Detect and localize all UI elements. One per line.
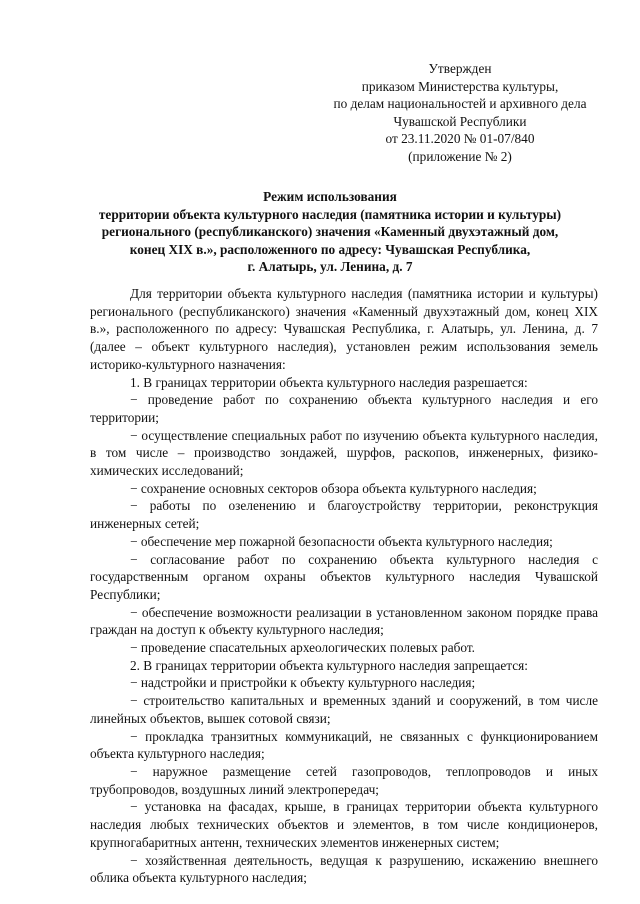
title-line: конец XIX в.», расположенного по адресу: Чувашская Республика,	[129, 241, 531, 257]
approval-line: по делам национальностей и архивного дела	[333, 96, 587, 111]
section1-item: − работы по озеленению и благоустройству территории, реконструкция инженерных сетей;	[90, 498, 598, 532]
section2-item: − прокладка транзитных коммуникаций, не связанных с функционированием объекта культурного наследия;	[90, 728, 598, 762]
title-line: Режим использования	[263, 189, 397, 204]
approval-line: Чувашской Республики	[393, 113, 527, 129]
section2-item: − надстройки и пристройки к объекту культурного наследия;	[130, 675, 476, 691]
section2-item: − строительство капитальных и временных зданий и сооружений, в том числе линейных объектов, вышек сотовой связи;	[90, 693, 598, 726]
section2-heading: 2. В границах территории объекта культурного наследия запрещается:	[130, 657, 528, 673]
section1-item: − проведение работ по сохранению объекта культурного наследия и его территории;	[90, 392, 598, 425]
approval-line: приказом Министерства культуры,	[361, 78, 559, 94]
approval-line: Утвержден	[428, 61, 492, 76]
section2-item: − хозяйственная деятельность, ведущая к разрушению, искажению внешнего облика объекта культурного наследия;	[90, 852, 598, 886]
section1-item: − сохранение основных секторов обзора объекта культурного наследия;	[130, 480, 537, 496]
intro-paragraph: Для территории объекта культурного наследия (памятника истории и культуры) регионального (республиканского) значения «Каменный двухэтажный дом, конец XIX в.», расположенного по адресу: Чувашская Республика, г. Алатырь, ул. Ленина, д. 7 (далее – объект культурного наследия), установлен режим использования земель историко-культурного назначения:	[90, 286, 598, 372]
section2-item: − наружное размещение сетей газопроводов, теплопроводов и иных трубопроводов, воздушных линий электропередач;	[90, 763, 598, 797]
section1-item: − проведение спасательных археологических полевых работ.	[130, 640, 475, 656]
approval-line: (приложение № 2)	[408, 148, 512, 164]
section1-heading: 1. В границах территории объекта культурного наследия разрешается:	[130, 374, 528, 390]
document-body	[90, 285, 598, 887]
document-title	[62, 188, 598, 276]
section1-item: − согласование работ по сохранению объекта культурного наследия с государственным органом охраны объектов культурного наследия Чувашской Республики;	[90, 551, 598, 602]
approval-line: от 23.11.2020 № 01-07/840	[385, 131, 535, 146]
title-line: г. Алатырь, ул. Ленина, д. 7	[247, 259, 413, 275]
section1-item: − осуществление специальных работ по изучению объекта культурного наследия, в том числе – производство зондажей, шурфов, раскопов, инженерных, физико-химических исследований;	[90, 427, 598, 479]
section1-item: − обеспечение возможности реализации в установленном законом порядке права граждан на доступ к объекту культурного наследия;	[90, 604, 598, 638]
section1-item: − обеспечение мер пожарной безопасности объекта культурного наследия;	[130, 533, 553, 549]
approval-block	[300, 60, 620, 165]
section2-item: − установка на фасадах, крыше, в границах территории объекта культурного наследия любых технических объектов и элементов, в том числе кондиционеров, крупногабаритных антенн, технических элементов инженерных систем;	[90, 799, 598, 850]
title-line: регионального (республиканского) значения «Каменный двухэтажный дом,	[101, 224, 559, 240]
title-line: территории объекта культурного наследия (памятника истории и культуры)	[98, 206, 562, 222]
